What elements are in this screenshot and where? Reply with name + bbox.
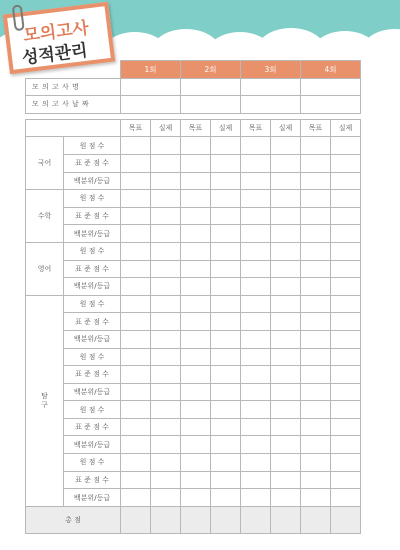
score-cell[interactable]: [241, 154, 271, 172]
score-cell[interactable]: [271, 436, 301, 454]
score-cell[interactable]: [301, 418, 331, 436]
score-cell[interactable]: [301, 348, 331, 366]
score-cell[interactable]: [121, 313, 151, 331]
score-cell[interactable]: [211, 313, 241, 331]
round-header-2: 2회: [181, 61, 241, 79]
score-cell[interactable]: [241, 471, 271, 489]
score-cell[interactable]: [121, 418, 151, 436]
round-header-3: 3회: [241, 61, 301, 79]
score-cell[interactable]: [211, 418, 241, 436]
score-cell[interactable]: [211, 190, 241, 208]
score-cell[interactable]: [211, 471, 241, 489]
actual-label: 실제: [151, 119, 181, 137]
score-cell[interactable]: [271, 401, 301, 419]
inquiry-1-percentile-row: [26, 330, 361, 348]
score-cell[interactable]: [301, 383, 331, 401]
score-cell[interactable]: [181, 225, 211, 243]
score-cell[interactable]: [331, 295, 361, 313]
score-cell[interactable]: [271, 295, 301, 313]
percentile-label: 백분위/등급: [64, 225, 121, 243]
score-cell[interactable]: [241, 207, 271, 225]
score-cell[interactable]: [151, 172, 181, 190]
score-cell[interactable]: [241, 418, 271, 436]
score-cell[interactable]: [301, 454, 331, 472]
score-cell[interactable]: [181, 207, 211, 225]
blank-header-cell: [26, 119, 121, 137]
subject-english: 영어: [26, 242, 64, 295]
score-cell[interactable]: [151, 366, 181, 384]
round-header-4: 4회: [301, 61, 361, 79]
score-cell[interactable]: [211, 366, 241, 384]
score-cell[interactable]: [211, 260, 241, 278]
score-cell[interactable]: [121, 190, 151, 208]
score-cell[interactable]: [331, 313, 361, 331]
score-cell[interactable]: [301, 489, 331, 507]
score-cell[interactable]: [121, 242, 151, 260]
score-cell[interactable]: [271, 383, 301, 401]
raw-score-label: 원 점 수: [64, 401, 121, 419]
score-cell[interactable]: [271, 137, 301, 155]
score-cell[interactable]: [181, 330, 211, 348]
inquiry-3-raw-row: [26, 401, 361, 419]
score-cell[interactable]: [211, 242, 241, 260]
score-cell[interactable]: [151, 154, 181, 172]
score-cell[interactable]: [271, 190, 301, 208]
score-cell[interactable]: [271, 278, 301, 296]
score-cell[interactable]: [241, 137, 271, 155]
score-cell[interactable]: [181, 471, 211, 489]
exam-name-cell[interactable]: [181, 78, 241, 96]
score-cell[interactable]: [211, 330, 241, 348]
score-cell[interactable]: [121, 471, 151, 489]
score-cell[interactable]: [331, 366, 361, 384]
blank-corner: [26, 61, 121, 79]
score-cell[interactable]: [241, 348, 271, 366]
inquiry-2-percentile-row: [26, 383, 361, 401]
score-cell[interactable]: [241, 401, 271, 419]
score-cell[interactable]: [271, 489, 301, 507]
score-cell[interactable]: [211, 454, 241, 472]
standard-score-label: 표 준 점 수: [64, 418, 121, 436]
score-cell[interactable]: [211, 436, 241, 454]
score-cell[interactable]: [331, 242, 361, 260]
standard-score-label: 표 준 점 수: [64, 313, 121, 331]
score-cell[interactable]: [121, 330, 151, 348]
score-cell[interactable]: [121, 260, 151, 278]
score-cell[interactable]: [241, 489, 271, 507]
raw-score-label: 원 점 수: [64, 137, 121, 155]
standard-score-label: 표 준 점 수: [64, 471, 121, 489]
score-cell[interactable]: [331, 330, 361, 348]
percentile-label: 백분위/등급: [64, 278, 121, 296]
score-cell[interactable]: [121, 489, 151, 507]
score-cell[interactable]: [241, 454, 271, 472]
score-cell[interactable]: [121, 154, 151, 172]
total-cell[interactable]: [241, 506, 271, 533]
inquiry-3-percentile-row: [26, 436, 361, 454]
score-cell[interactable]: [271, 366, 301, 384]
score-cell[interactable]: [301, 471, 331, 489]
score-cell[interactable]: [151, 489, 181, 507]
score-cell[interactable]: [331, 471, 361, 489]
standard-score-label: 표 준 점 수: [64, 260, 121, 278]
score-cell[interactable]: [331, 190, 361, 208]
exam-date-cell[interactable]: [301, 96, 361, 114]
exam-date-cell[interactable]: [181, 96, 241, 114]
score-cell[interactable]: [211, 383, 241, 401]
score-cell[interactable]: [181, 366, 211, 384]
score-cell[interactable]: [211, 295, 241, 313]
score-cell[interactable]: [211, 154, 241, 172]
target-label: 목표: [181, 119, 211, 137]
score-cell[interactable]: [211, 348, 241, 366]
score-cell[interactable]: [241, 278, 271, 296]
inquiry-4-percentile-row: [26, 489, 361, 507]
score-cell[interactable]: [151, 242, 181, 260]
raw-score-label: 원 점 수: [64, 454, 121, 472]
score-cell[interactable]: [211, 225, 241, 243]
score-cell[interactable]: [241, 295, 271, 313]
score-cell[interactable]: [151, 401, 181, 419]
score-cell[interactable]: [241, 383, 271, 401]
korean-percentile-row: [26, 172, 361, 190]
english-standard-row: [26, 260, 361, 278]
target-label: 목표: [301, 119, 331, 137]
score-cell[interactable]: [121, 454, 151, 472]
score-cell[interactable]: [301, 137, 331, 155]
score-cell[interactable]: [151, 295, 181, 313]
score-cell[interactable]: [271, 313, 301, 331]
raw-score-label: 원 점 수: [64, 348, 121, 366]
score-cell[interactable]: [271, 260, 301, 278]
english-percentile-row: [26, 278, 361, 296]
percentile-label: 백분위/등급: [64, 330, 121, 348]
score-cell[interactable]: [331, 348, 361, 366]
math-raw-row: [26, 190, 361, 208]
score-cell[interactable]: [301, 295, 331, 313]
math-standard-row: [26, 207, 361, 225]
score-cell[interactable]: [181, 454, 211, 472]
total-label: 총 점: [26, 506, 121, 533]
standard-score-label: 표 준 점 수: [64, 366, 121, 384]
score-cell[interactable]: [301, 172, 331, 190]
score-cell[interactable]: [151, 383, 181, 401]
raw-score-label: 원 점 수: [64, 242, 121, 260]
score-cell[interactable]: [151, 454, 181, 472]
score-cell[interactable]: [241, 242, 271, 260]
score-cell[interactable]: [151, 260, 181, 278]
title-line-1: 모의고사: [22, 18, 90, 47]
score-cell[interactable]: [121, 172, 151, 190]
score-cell[interactable]: [271, 154, 301, 172]
percentile-label: 백분위/등급: [64, 383, 121, 401]
score-cell[interactable]: [211, 137, 241, 155]
score-cell[interactable]: [181, 348, 211, 366]
score-cell[interactable]: [181, 137, 211, 155]
score-cell[interactable]: [211, 489, 241, 507]
score-cell[interactable]: [211, 278, 241, 296]
inquiry-2-standard-row: [26, 366, 361, 384]
score-cell[interactable]: [271, 471, 301, 489]
score-cell[interactable]: [331, 454, 361, 472]
score-cell[interactable]: [121, 225, 151, 243]
score-cell[interactable]: [181, 154, 211, 172]
inquiry-4-standard-row: [26, 471, 361, 489]
score-cell[interactable]: [181, 401, 211, 419]
score-cell[interactable]: [211, 401, 241, 419]
score-cell[interactable]: [331, 436, 361, 454]
score-cell[interactable]: [241, 313, 271, 331]
score-cell[interactable]: [121, 137, 151, 155]
score-cell[interactable]: [151, 207, 181, 225]
score-cell[interactable]: [271, 225, 301, 243]
score-cell[interactable]: [181, 383, 211, 401]
score-cell[interactable]: [271, 418, 301, 436]
score-cell[interactable]: [241, 172, 271, 190]
score-cell[interactable]: [121, 278, 151, 296]
subject-inquiry: 탐구: [26, 295, 64, 506]
percentile-label: 백분위/등급: [64, 172, 121, 190]
english-raw-row: [26, 242, 361, 260]
score-cell[interactable]: [331, 383, 361, 401]
score-cell[interactable]: [331, 418, 361, 436]
score-cell[interactable]: [241, 330, 271, 348]
score-cell[interactable]: [271, 348, 301, 366]
score-cell[interactable]: [121, 436, 151, 454]
rounds-header-row: [26, 61, 361, 79]
exam-date-cell[interactable]: [121, 96, 181, 114]
score-cell[interactable]: [271, 207, 301, 225]
total-cell[interactable]: [271, 506, 301, 533]
score-cell[interactable]: [151, 418, 181, 436]
score-cell[interactable]: [271, 330, 301, 348]
score-cell[interactable]: [121, 295, 151, 313]
score-cell[interactable]: [241, 190, 271, 208]
score-cell[interactable]: [151, 330, 181, 348]
korean-raw-row: [26, 137, 361, 155]
score-cell[interactable]: [301, 242, 331, 260]
score-cell[interactable]: [121, 383, 151, 401]
exam-name-cell[interactable]: [301, 78, 361, 96]
exam-date-label: 모 의 고 사 날 짜: [26, 96, 121, 114]
score-cell[interactable]: [181, 313, 211, 331]
exam-name-label: 모 의 고 사 명: [26, 78, 121, 96]
score-cell[interactable]: [331, 260, 361, 278]
total-cell[interactable]: [181, 506, 211, 533]
score-cell[interactable]: [181, 295, 211, 313]
score-cell[interactable]: [301, 401, 331, 419]
inquiry-1-raw-row: [26, 295, 361, 313]
score-cell[interactable]: [121, 401, 151, 419]
inquiry-2-raw-row: [26, 348, 361, 366]
exam-name-cell[interactable]: [241, 78, 301, 96]
percentile-label: 백분위/등급: [64, 436, 121, 454]
score-cell[interactable]: [301, 366, 331, 384]
score-cell[interactable]: [301, 278, 331, 296]
title-line-2: 성적관리: [21, 40, 89, 69]
score-cell[interactable]: [181, 418, 211, 436]
score-cell[interactable]: [301, 260, 331, 278]
score-cell[interactable]: [331, 154, 361, 172]
target-actual-header-row: [26, 119, 361, 137]
korean-standard-row: [26, 154, 361, 172]
total-cell[interactable]: [301, 506, 331, 533]
inquiry-3-standard-row: [26, 418, 361, 436]
score-cell[interactable]: [181, 489, 211, 507]
standard-score-label: 표 준 점 수: [64, 154, 121, 172]
total-cell[interactable]: [331, 506, 361, 533]
score-cell[interactable]: [151, 190, 181, 208]
score-cell[interactable]: [151, 137, 181, 155]
score-cell[interactable]: [151, 436, 181, 454]
score-cell[interactable]: [181, 278, 211, 296]
percentile-label: 백분위/등급: [64, 489, 121, 507]
score-cell[interactable]: [181, 190, 211, 208]
target-label: 목표: [241, 119, 271, 137]
score-cell[interactable]: [301, 190, 331, 208]
score-cell[interactable]: [301, 225, 331, 243]
score-cell[interactable]: [301, 330, 331, 348]
standard-score-label: 표 준 점 수: [64, 207, 121, 225]
score-cell[interactable]: [151, 278, 181, 296]
subject-korean: 국어: [26, 137, 64, 190]
score-cell[interactable]: [301, 154, 331, 172]
score-cell[interactable]: [271, 172, 301, 190]
score-cell[interactable]: [151, 471, 181, 489]
score-cell[interactable]: [271, 454, 301, 472]
score-grid: [25, 60, 361, 534]
total-row: [26, 506, 361, 533]
total-cell[interactable]: [151, 506, 181, 533]
actual-label: 실제: [211, 119, 241, 137]
score-cell[interactable]: [121, 366, 151, 384]
actual-label: 실제: [271, 119, 301, 137]
score-cell[interactable]: [241, 366, 271, 384]
score-cell[interactable]: [181, 436, 211, 454]
score-cell[interactable]: [271, 242, 301, 260]
score-cell[interactable]: [241, 260, 271, 278]
exam-date-cell[interactable]: [241, 96, 301, 114]
score-cell[interactable]: [121, 207, 151, 225]
exam-name-row: [26, 78, 361, 96]
score-cell[interactable]: [331, 489, 361, 507]
inquiry-4-raw-row: [26, 454, 361, 472]
raw-score-label: 원 점 수: [64, 295, 121, 313]
score-cell[interactable]: [151, 348, 181, 366]
score-cell[interactable]: [151, 225, 181, 243]
score-cell[interactable]: [211, 207, 241, 225]
raw-score-label: 원 점 수: [64, 190, 121, 208]
math-percentile-row: [26, 225, 361, 243]
round-header-1: 1회: [121, 61, 181, 79]
score-cell[interactable]: [301, 207, 331, 225]
score-cell[interactable]: [241, 436, 271, 454]
score-cell[interactable]: [301, 436, 331, 454]
inquiry-1-standard-row: [26, 313, 361, 331]
score-cell[interactable]: [331, 401, 361, 419]
score-cell[interactable]: [181, 172, 211, 190]
total-cell[interactable]: [211, 506, 241, 533]
score-cell[interactable]: [331, 137, 361, 155]
subject-math: 수학: [26, 190, 64, 243]
score-cell[interactable]: [151, 313, 181, 331]
target-label: 목표: [121, 119, 151, 137]
score-cell[interactable]: [331, 278, 361, 296]
score-cell[interactable]: [331, 207, 361, 225]
exam-date-row: [26, 96, 361, 114]
score-cell[interactable]: [181, 242, 211, 260]
actual-label: 실제: [331, 119, 361, 137]
score-cell[interactable]: [121, 348, 151, 366]
score-cell[interactable]: [211, 172, 241, 190]
score-cell[interactable]: [301, 313, 331, 331]
score-cell[interactable]: [181, 260, 211, 278]
exam-name-cell[interactable]: [121, 78, 181, 96]
score-cell[interactable]: [331, 225, 361, 243]
total-cell[interactable]: [121, 506, 151, 533]
score-cell[interactable]: [331, 172, 361, 190]
score-cell[interactable]: [241, 225, 271, 243]
